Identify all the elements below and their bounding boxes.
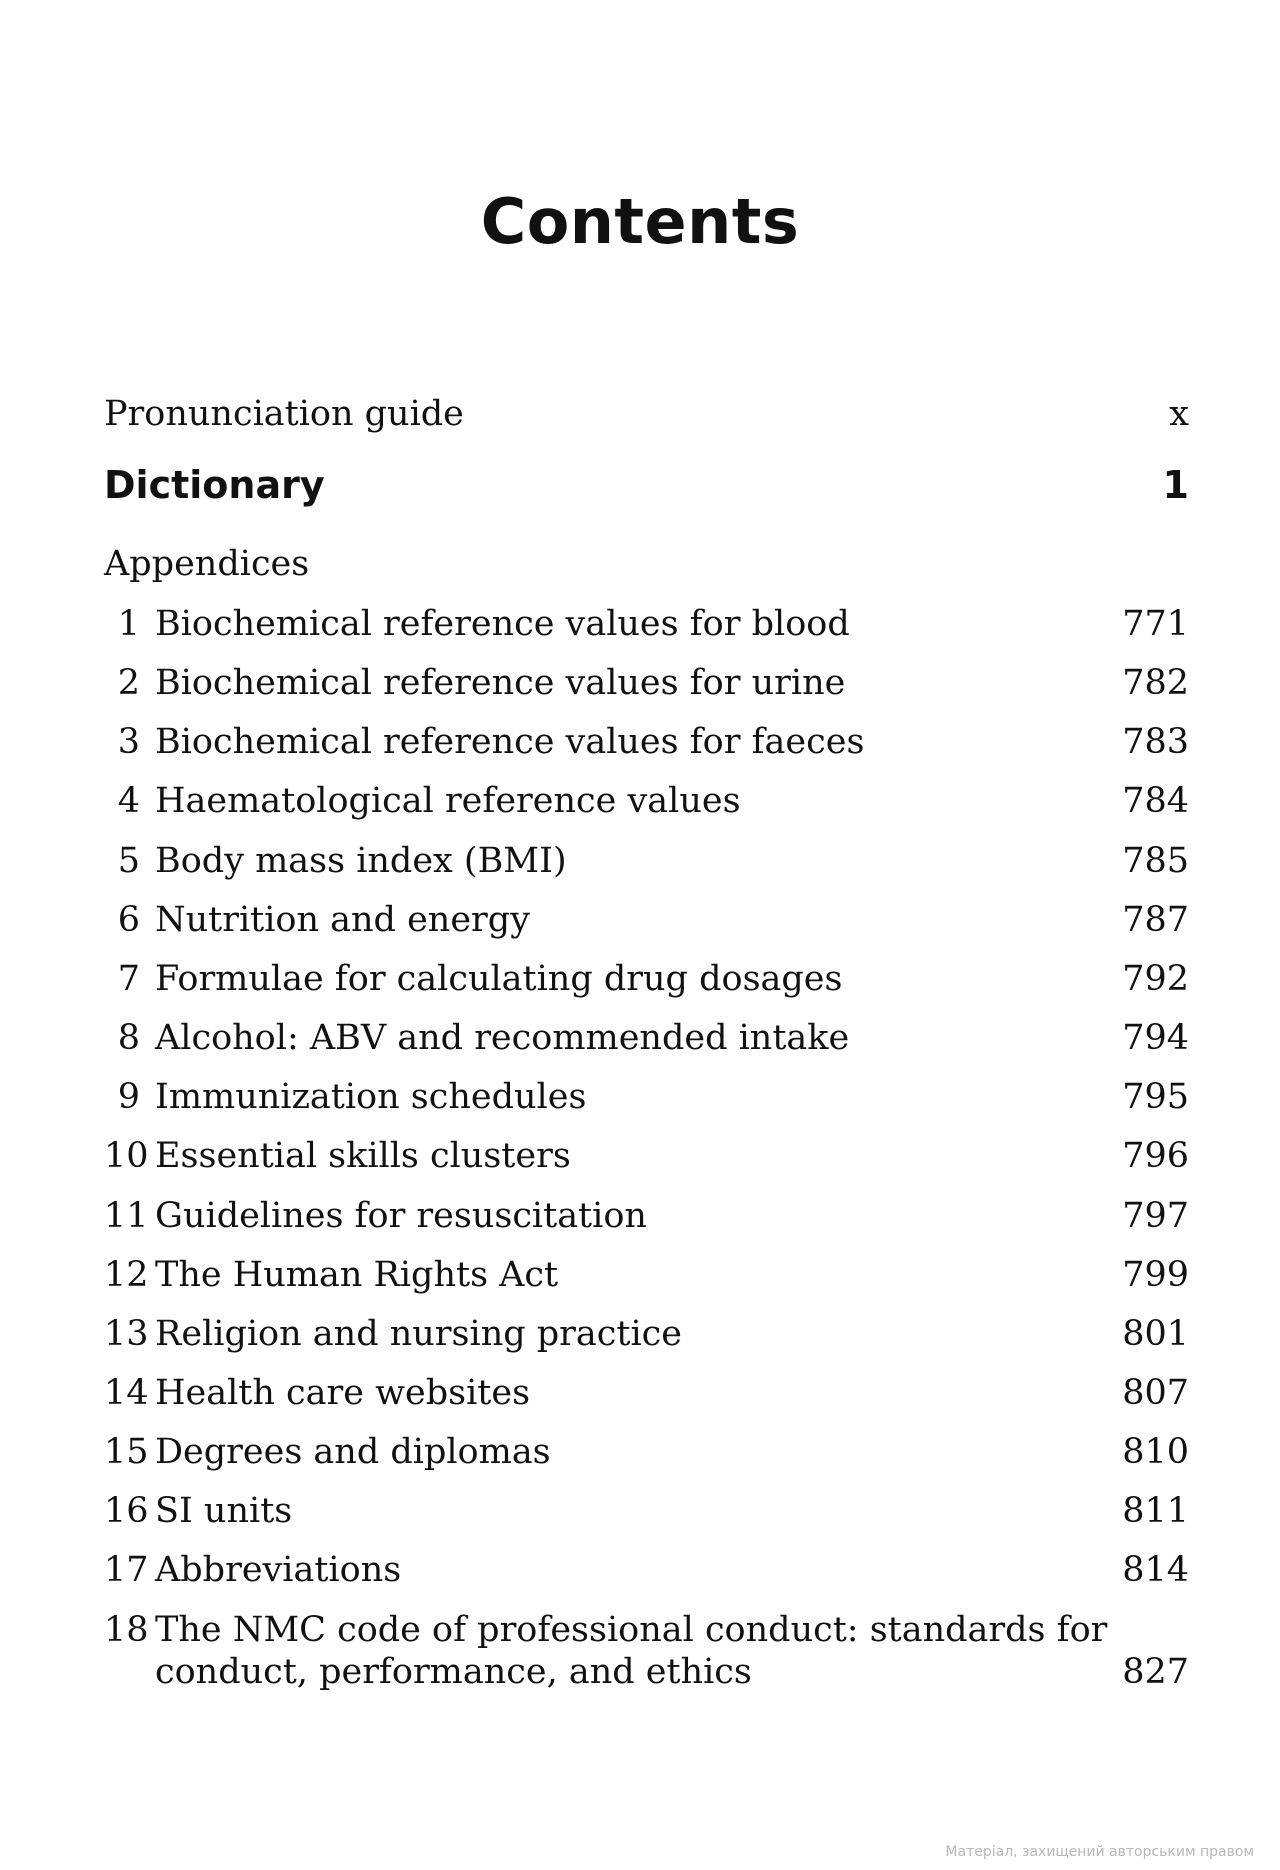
page-title: Contents <box>480 185 800 258</box>
appendix-page-number: 771 <box>1122 604 1189 644</box>
appendix-number: 17 <box>104 1550 149 1590</box>
appendix-page-number: 827 <box>1122 1652 1189 1692</box>
appendix-number: 3 <box>117 722 140 762</box>
appendix-number: 6 <box>117 900 140 940</box>
appendix-page-number: 792 <box>1122 959 1189 999</box>
appendix-number: 16 <box>104 1491 149 1531</box>
toc-entry-page: x <box>1169 394 1189 434</box>
appendix-label: Degrees and diplomas <box>155 1432 551 1472</box>
appendix-label: Biochemical reference values for faeces <box>155 722 865 762</box>
appendix-page-number: 796 <box>1122 1136 1189 1176</box>
appendix-page-number: 795 <box>1122 1077 1189 1117</box>
appendix-page-number: 784 <box>1122 781 1189 821</box>
appendix-label: Abbreviations <box>155 1550 402 1590</box>
toc-entry-page: 1 <box>1162 463 1189 507</box>
appendix-label-continued: conduct, performance, and ethics <box>155 1652 752 1692</box>
appendix-number: 7 <box>117 959 140 999</box>
appendix-label: Essential skills clusters <box>155 1136 571 1176</box>
appendix-page-number: 814 <box>1122 1550 1189 1590</box>
appendices-heading-label: Appendices <box>104 544 310 584</box>
appendix-label: Guidelines for resuscitation <box>155 1196 647 1236</box>
appendix-label: Formulae for calculating drug dosages <box>155 959 843 999</box>
appendix-page-number: 799 <box>1122 1255 1189 1295</box>
toc-entry-label: Dictionary <box>104 463 325 507</box>
appendix-number: 5 <box>117 841 140 881</box>
appendix-page-number: 810 <box>1122 1432 1189 1472</box>
appendix-page-number: 807 <box>1122 1373 1189 1413</box>
appendix-number: 18 <box>104 1610 149 1650</box>
appendix-number: 1 <box>117 604 140 644</box>
appendix-page-number: 794 <box>1122 1018 1189 1058</box>
appendix-label: Biochemical reference values for urine <box>155 663 846 703</box>
appendix-number: 11 <box>104 1196 149 1236</box>
appendix-page-number: 783 <box>1122 722 1189 762</box>
appendix-page-number: 782 <box>1122 663 1189 703</box>
appendix-label: The Human Rights Act <box>155 1255 559 1295</box>
appendix-page-number: 801 <box>1122 1314 1189 1354</box>
toc-entry-label: Pronunciation guide <box>104 394 464 434</box>
appendix-page-number: 811 <box>1122 1491 1189 1531</box>
appendix-number: 15 <box>104 1432 149 1472</box>
appendix-number: 8 <box>117 1018 140 1058</box>
appendix-label: Body mass index (BMI) <box>155 841 567 881</box>
appendix-page-number: 785 <box>1122 841 1189 881</box>
appendix-label: The NMC code of professional conduct: standards for <box>155 1610 1108 1650</box>
appendix-label: Religion and nursing practice <box>155 1314 682 1354</box>
appendix-label: Alcohol: ABV and recommended intake <box>155 1018 850 1058</box>
appendix-number: 4 <box>117 781 140 821</box>
appendix-page-number: 787 <box>1122 900 1189 940</box>
appendix-page-number: 797 <box>1122 1196 1189 1236</box>
appendix-label: Biochemical reference values for blood <box>155 604 850 644</box>
appendix-label: SI units <box>155 1491 293 1531</box>
appendix-label: Immunization schedules <box>155 1077 587 1117</box>
appendix-number: 9 <box>117 1077 140 1117</box>
appendix-label: Haematological reference values <box>155 781 741 821</box>
appendix-number: 14 <box>104 1373 149 1413</box>
appendix-number: 13 <box>104 1314 149 1354</box>
appendix-number: 12 <box>104 1255 149 1295</box>
appendix-number: 2 <box>117 663 140 703</box>
appendix-number: 10 <box>104 1136 149 1176</box>
copyright-watermark: Матеріал, захищений авторським правом <box>945 1844 1254 1860</box>
appendix-label: Nutrition and energy <box>155 900 530 940</box>
appendix-label: Health care websites <box>155 1373 531 1413</box>
